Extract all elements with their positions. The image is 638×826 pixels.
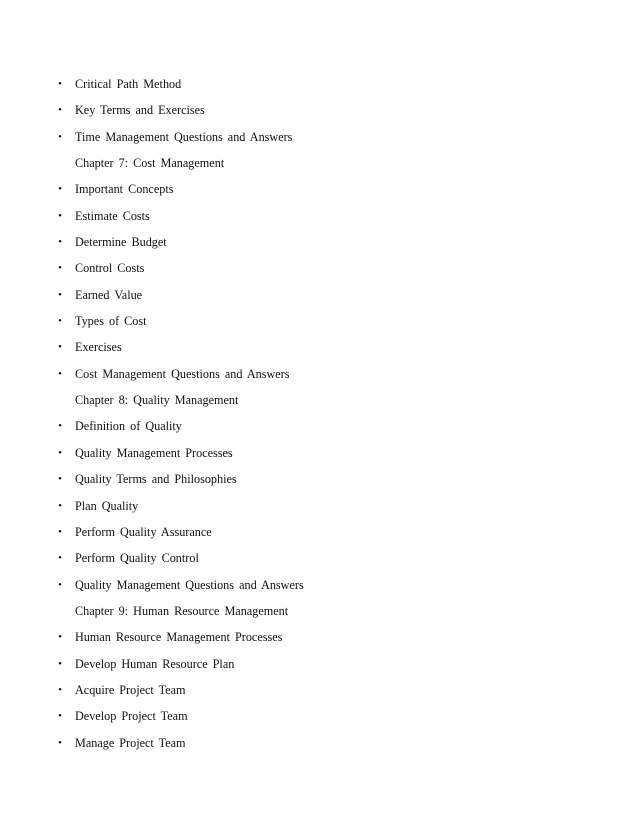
bullet-icon: • [58, 631, 62, 644]
list-item [0, 71, 638, 97]
list-item [0, 334, 638, 360]
list-item [0, 730, 638, 756]
bullet-icon: • [58, 473, 62, 486]
list-item-text: Estimate Costs [75, 208, 150, 223]
list-item-text: Quality Management Processes [75, 445, 233, 460]
list-item-text: Definition of Quality [75, 419, 182, 434]
list-item-text: Earned Value [75, 287, 143, 302]
bullet-icon: • [58, 525, 62, 538]
list-item [0, 545, 638, 571]
list-item [0, 703, 638, 729]
list-item [0, 651, 638, 677]
bullet-icon: • [58, 683, 62, 696]
list-item-text: Critical Path Method [75, 77, 182, 91]
bullet-icon: • [58, 130, 62, 143]
bullet-icon: • [58, 236, 62, 249]
bullet-icon: • [58, 499, 62, 512]
list-item-text: Determine Budget [75, 235, 167, 250]
bullet-icon: • [58, 657, 62, 670]
bullet-icon: • [58, 209, 62, 222]
list-item-text: Cost Management Questions and Answers [75, 366, 290, 381]
bullet-icon: • [58, 183, 62, 196]
bullet-icon: • [58, 446, 62, 459]
list-item [0, 124, 638, 150]
list-item-text: Important Concepts [75, 182, 174, 197]
list-item [0, 97, 638, 123]
list-item-text: Exercises [75, 340, 122, 355]
list-item [0, 466, 638, 492]
list-item-text: Perform Quality Assurance [75, 524, 212, 539]
list-item [0, 308, 638, 334]
list-item-text: Human Resource Management Processes [75, 630, 283, 645]
list-item-text: Types of Cost [75, 314, 147, 329]
bullet-icon: • [58, 578, 62, 591]
list-item [0, 176, 638, 202]
list-item [0, 361, 638, 387]
chapter-heading [0, 150, 638, 176]
bullet-icon: • [58, 420, 62, 433]
list-item-text: Manage Project Team [75, 735, 186, 750]
bullet-icon: • [58, 710, 62, 723]
bullet-icon: • [58, 552, 62, 565]
chapter-heading [0, 598, 638, 624]
bullet-icon: • [58, 262, 62, 275]
bullet-icon: • [58, 78, 62, 90]
chapter-heading-text: Chapter 7: Cost Management [75, 156, 225, 171]
list-item-text: Quality Terms and Philosophies [75, 472, 237, 487]
list-item [0, 255, 638, 281]
table-of-contents-list [0, 71, 638, 756]
list-item [0, 229, 638, 255]
list-item [0, 203, 638, 229]
bullet-icon: • [58, 315, 62, 328]
list-item-text: Plan Quality [75, 498, 139, 513]
bullet-icon: • [58, 736, 62, 749]
chapter-heading [0, 387, 638, 413]
list-item [0, 572, 638, 598]
bullet-icon: • [58, 288, 62, 301]
list-item [0, 440, 638, 466]
list-item-text: Develop Project Team [75, 709, 188, 724]
list-item [0, 677, 638, 703]
list-item-text: Acquire Project Team [75, 682, 186, 697]
list-item [0, 519, 638, 545]
chapter-heading-text: Chapter 9: Human Resource Management [75, 603, 289, 618]
list-item-text: Develop Human Resource Plan [75, 656, 235, 671]
list-item [0, 282, 638, 308]
list-item-text: Quality Management Questions and Answers [75, 577, 304, 592]
bullet-icon: • [58, 341, 62, 354]
list-item-text: Key Terms and Exercises [75, 103, 205, 118]
list-item [0, 413, 638, 439]
bullet-icon: • [58, 104, 62, 117]
list-item [0, 624, 638, 650]
list-item [0, 493, 638, 519]
bullet-icon: • [58, 367, 62, 380]
chapter-heading-text: Chapter 8: Quality Management [75, 393, 239, 408]
list-item-text: Time Management Questions and Answers [75, 129, 293, 144]
list-item-text: Perform Quality Control [75, 551, 199, 566]
list-item-text: Control Costs [75, 261, 145, 276]
